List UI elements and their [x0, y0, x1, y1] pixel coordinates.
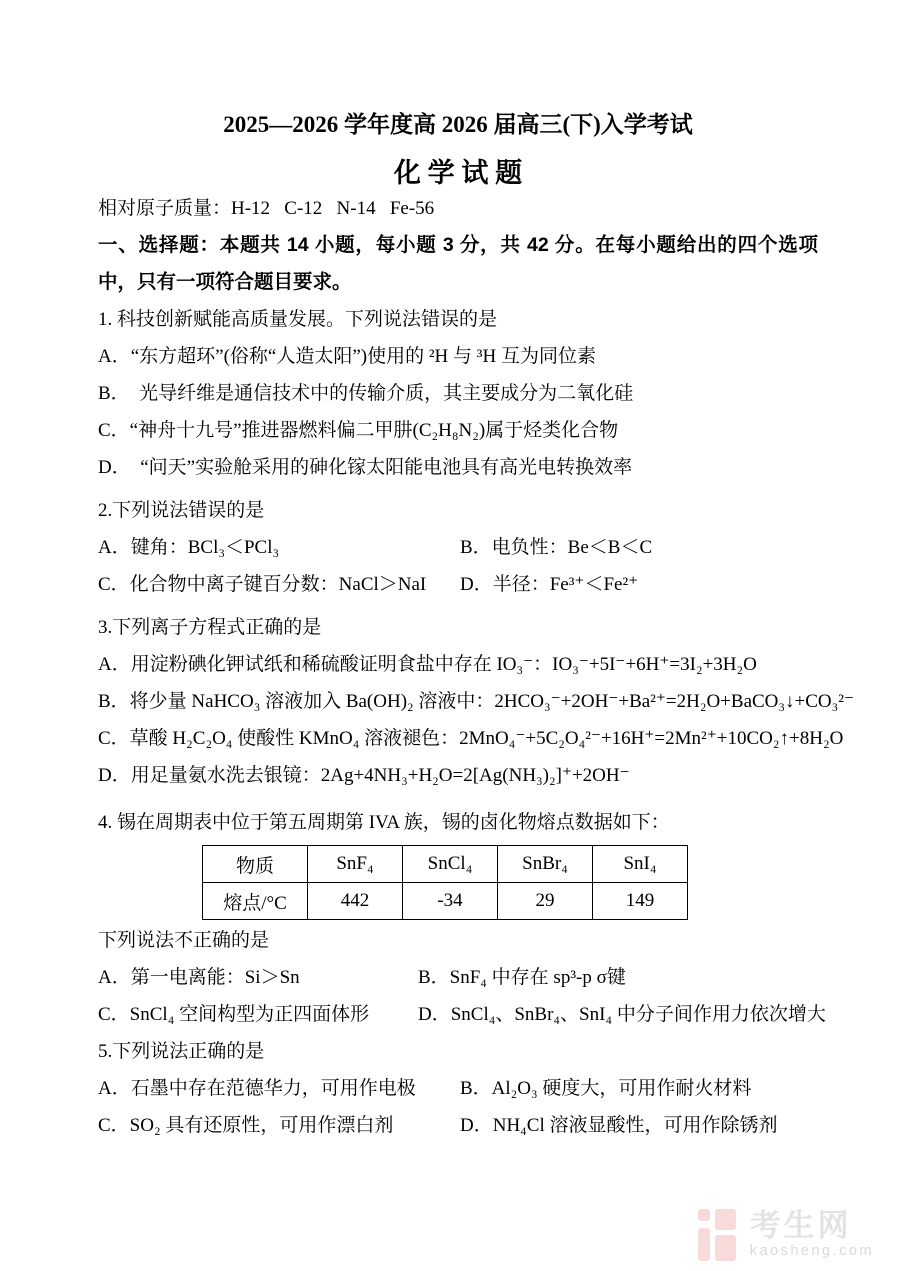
q2-options-row-cd — [98, 566, 818, 603]
table-cell-melting-snbr4: 29 — [498, 883, 593, 920]
watermark-text — [750, 1209, 874, 1259]
q5-option-c: C．SO₂ 具有还原性，可用作漂白剂 — [98, 1115, 394, 1136]
q4-option-b: B．SnF₄ 中存在 sp³-p σ键 — [418, 967, 626, 988]
exam-session-title: 2025—2026 学年度高 2026 届高三(下)入学考试 — [223, 112, 693, 137]
q5-options-row-cd — [98, 1107, 818, 1144]
kaosheng-logo-icon — [698, 1209, 738, 1261]
exam-subject-title: 化 学 试 题 — [393, 158, 523, 188]
q4-followup: 下列说法不正确的是 — [98, 930, 270, 951]
q2-stem: 2.下列说法错误的是 — [98, 500, 265, 521]
q5-stem: 5.下列说法正确的是 — [98, 1041, 265, 1062]
q1-stem: 1. 科技创新赋能高质量发展。下列说法错误的是 — [98, 309, 498, 330]
q4-options-row-cd — [98, 996, 826, 1033]
q2-option-a: A．键角：BCl₃＜PCl₃ — [98, 537, 280, 558]
logo-block-bottom-left — [698, 1228, 710, 1261]
q3-option-b: B．将少量 NaHCO₃ 溶液加入 Ba(OH)₂ 溶液中：2HCO₃⁻+2OH⁻+Ba²⁺=2H₂O+BaCO₃↓+CO₃²⁻ — [98, 691, 854, 712]
q1-option-b: B． 光导纤维是通信技术中的传输介质，其主要成分为二氧化硅 — [98, 383, 634, 404]
q5-option-d: D．NH₄Cl 溶液显酸性，可用作除锈剂 — [460, 1115, 778, 1136]
table-cell-sni4: SnI₄ — [593, 846, 688, 883]
q4-option-c: C．SnCl₄ 空间构型为正四面体形 — [98, 1004, 370, 1025]
q4-option-a: A．第一电离能：Si＞Sn — [98, 967, 300, 988]
q1-option-c: C．“神舟十九号”推进器燃料偏二甲肼(C₂H₈N₂)属于烃类化合物 — [98, 420, 619, 441]
logo-block-top-left — [698, 1209, 710, 1221]
q2-option-b: B．电负性：Be＜B＜C — [460, 537, 653, 558]
q3-option-c: C．草酸 H₂C₂O₄ 使酸性 KMnO₄ 溶液褪色：2MnO₄⁻+5C₂O₄²⁻+16H⁺=2Mn²⁺+10CO₂↑+8H₂O — [98, 728, 844, 749]
q3-option-a: A．用淀粉碘化钾试纸和稀硫酸证明食盐中存在 IO₃⁻：IO₃⁻+5I⁻+6H⁺=3I₂+3H₂O — [98, 654, 757, 675]
q1-option-a: A．“东方超环”(俗称“人造太阳”)使用的 ²H 与 ³H 互为同位素 — [98, 346, 596, 367]
table-cell-snf4: SnF₄ — [308, 846, 403, 883]
table-melting-row — [203, 883, 688, 920]
q1-option-d: D． “问天”实验舱采用的砷化镓太阳能电池具有高光电转换效率 — [98, 457, 633, 478]
section-one-heading: 一、选择题：本题共 14 小题，每小题 3 分，共 42 分。在每小题给出的四个选项中，只有一项符合题目要求。 — [98, 234, 818, 293]
logo-block-bottom-right — [715, 1235, 736, 1261]
q3-stem: 3.下列离子方程式正确的是 — [98, 617, 322, 638]
halide-melting-point-table — [202, 845, 688, 920]
q4-stem: 4. 锡在周期表中位于第五周期第 IVA 族，锡的卤化物熔点数据如下： — [98, 812, 670, 833]
table-cell-snbr4: SnBr₄ — [498, 846, 593, 883]
table-cell-melting-label: 熔点/°C — [203, 883, 308, 920]
atomic-mass-note: 相对原子质量：H-12 C-12 N-14 Fe-56 — [98, 198, 435, 219]
q4-option-d: D．SnCl₄、SnBr₄、SnI₄ 中分子间作用力依次增大 — [418, 1004, 826, 1025]
q5-options-row-ab — [98, 1070, 818, 1107]
q4-options-row-ab — [98, 959, 818, 996]
table-cell-sncl4: SnCl₄ — [403, 846, 498, 883]
table-cell-melting-snf4: 442 — [308, 883, 403, 920]
table-cell-melting-sncl4: -34 — [403, 883, 498, 920]
q5-option-b: B．Al₂O₃ 硬度大，可用作耐火材料 — [460, 1078, 752, 1099]
kaosheng-watermark — [698, 1209, 874, 1261]
table-cell-melting-sni4: 149 — [593, 883, 688, 920]
table-cell-substance-label: 物质 — [203, 846, 308, 883]
q5-option-a: A．石墨中存在范德华力，可用作电极 — [98, 1078, 416, 1099]
table-header-row — [203, 846, 688, 883]
q2-options-row-ab — [98, 529, 818, 566]
logo-block-top-right — [715, 1209, 736, 1230]
q2-option-d: D．半径：Fe³⁺＜Fe²⁺ — [460, 574, 639, 595]
watermark-site-name: 考生网 — [749, 1208, 852, 1243]
q2-option-c: C．化合物中离子键百分数：NaCl＞NaI — [98, 574, 427, 595]
q3-option-d: D．用足量氨水洗去银镜：2Ag+4NH₃+H₂O=2[Ag(NH₃)₂]⁺+2OH⁻ — [98, 765, 630, 786]
watermark-site-domain: kaosheng.com — [749, 1243, 874, 1259]
